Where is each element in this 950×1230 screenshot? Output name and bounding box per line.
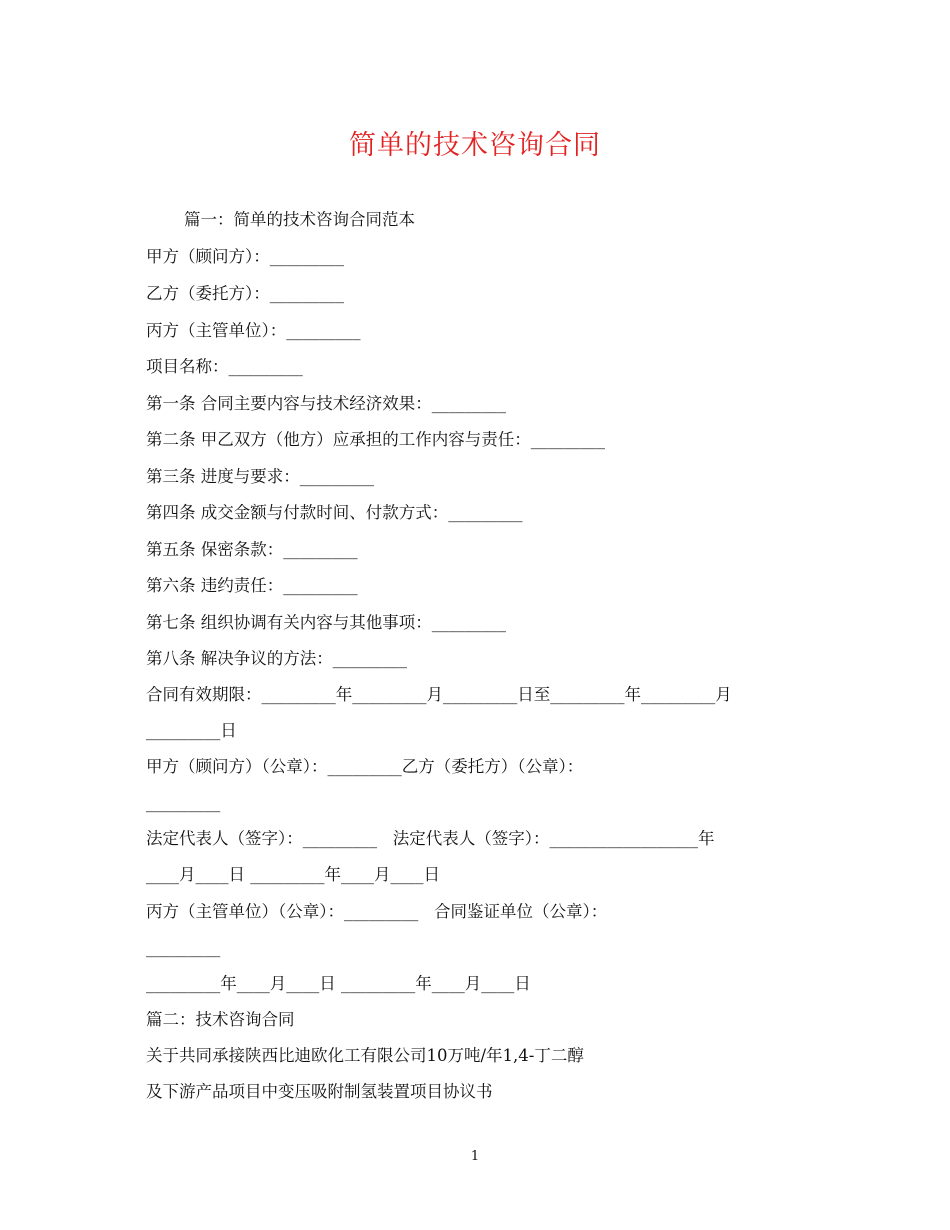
legal-representative-line: 法定代表人（签字）：_________ 法定代表人（签字）：__________________年	[146, 829, 715, 848]
validity-period-continued: _________日	[146, 721, 237, 740]
article-2-line: 第二条 甲乙双方（他方）应承担的工作内容与责任：_________	[146, 430, 605, 449]
date-line-1: ____月____日 _________年____月____日	[146, 865, 440, 884]
party-a-line: 甲方（顾问方）：_________	[146, 247, 344, 266]
article-1-line: 第一条 合同主要内容与技术经济效果：_________	[146, 394, 506, 413]
seal-line-blank: _________	[146, 793, 221, 812]
date-line-2: _________年____月____日 _________年____月____日	[146, 974, 531, 993]
page-number: 1	[470, 1149, 480, 1164]
agreement-title-line-1: 关于共同承接陕西比迪欧化工有限公司10万吨/年1,4-丁二醇	[146, 1046, 584, 1065]
article-6-line: 第六条 违约责任：_________	[146, 576, 358, 595]
party-c-line: 丙方（主管单位）：_________	[146, 321, 361, 340]
article-4-line: 第四条 成交金额与付款时间、付款方式：_________	[146, 503, 523, 522]
article-5-line: 第五条 保密条款：_________	[146, 540, 358, 559]
section-heading-part-two: 篇二：技术咨询合同	[146, 1010, 295, 1029]
article-7-line: 第七条 组织协调有关内容与其他事项：_________	[146, 613, 506, 632]
party-b-line: 乙方（委托方）：_________	[146, 284, 344, 303]
project-name-line: 项目名称：_________	[146, 357, 303, 376]
seal-line-party-c: 丙方（主管单位）（公章）：_________ 合同鉴证单位（公章）：	[146, 902, 608, 921]
article-8-line: 第八条 解决争议的方法：_________	[146, 649, 407, 668]
section-heading-part-one: 篇一：简单的技术咨询合同范本	[184, 210, 415, 229]
seal-line-party-a-b: 甲方（顾问方）（公章）：_________乙方（委托方）（公章）：	[146, 757, 584, 776]
validity-period-line: 合同有效期限：_________年_________月_________日至_________年_________月	[146, 685, 732, 704]
article-3-line: 第三条 进度与要求：_________	[146, 467, 374, 486]
document-title: 简单的技术咨询合同	[349, 130, 601, 161]
seal-line-party-c-blank: _________	[146, 938, 221, 957]
agreement-title-line-2: 及下游产品项目中变压吸附制氢装置项目协议书	[146, 1082, 493, 1101]
